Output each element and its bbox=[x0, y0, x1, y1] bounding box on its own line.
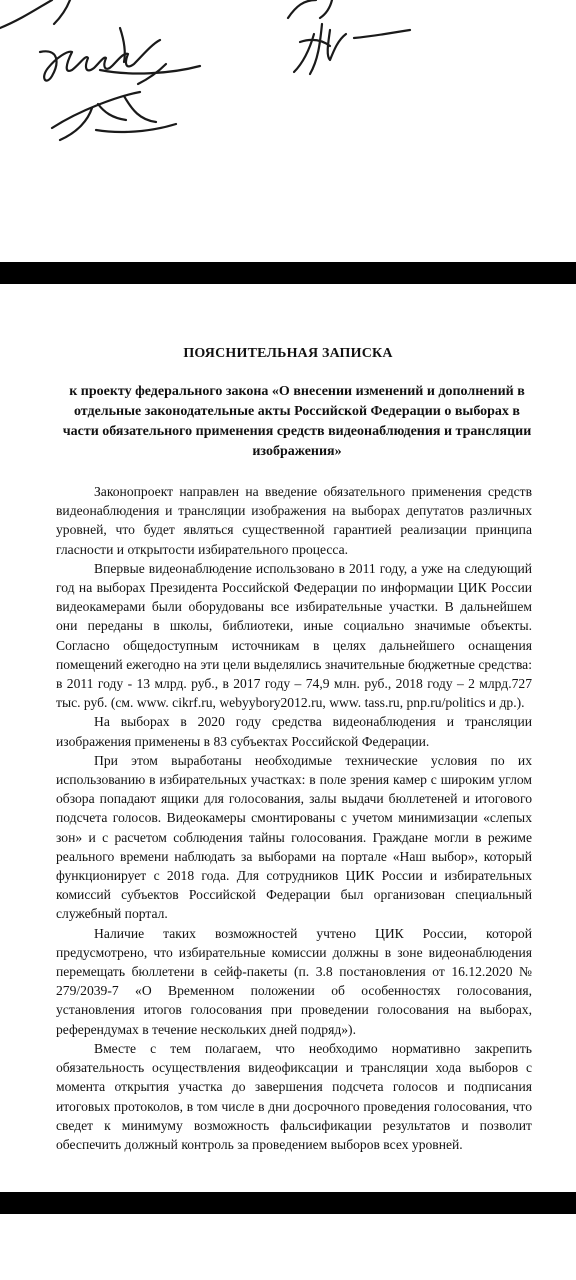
signature-stroke bbox=[0, 0, 52, 28]
black-bar-bottom bbox=[0, 1192, 576, 1214]
signature-stroke bbox=[320, 0, 332, 18]
paragraph: Законопроект направлен на введение обязательного применения средств видеонаблюдения и трансляции изображения на выборах депутатов различных уровней, что будет являться существенной гарантией реализации принципа гласности и открытости избирательного процесса. bbox=[56, 484, 532, 557]
signature-stroke bbox=[96, 124, 176, 132]
signature-stroke bbox=[52, 92, 140, 128]
signature-stroke bbox=[300, 40, 330, 46]
signature-stroke bbox=[124, 96, 156, 122]
signature-stroke bbox=[100, 66, 200, 73]
black-bar-top bbox=[0, 262, 576, 284]
handwritten-signatures bbox=[0, 0, 576, 262]
document-subtitle: к проекту федерального закона «О внесении изменений и дополнений в отдельные законодательные акты Российской Федерации о выборах в части обязательного применения средств видеонаблюдения и трансляции изображения» bbox=[62, 384, 532, 459]
signatures-area bbox=[0, 0, 576, 262]
paragraph: Вместе с тем полагаем, что необходимо нормативно закрепить обязательность осуществления видеофиксации и трансляции хода выборов с момента открытия участка до завершения подсчета голосов и подписания итоговых протоколов, в том числе в дни досрочного проведения голосования, что сведет к минимуму возможность фальсификации результатов и позволит обеспечить должный контроль за проведением выборов всех уровней. bbox=[56, 1040, 532, 1152]
document-title: ПОЯСНИТЕЛЬНАЯ ЗАПИСКА bbox=[183, 346, 393, 361]
paragraph: На выборах в 2020 году средства видеонаблюдения и трансляции изображения применены в 83 субъектах Российской Федерации. bbox=[56, 714, 532, 749]
paragraph: Впервые видеонаблюдение использовано в 2011 году, а уже на следующий год на выборах Президента Российской Федерации по информации ЦИК России видеокамерами были оборудованы все избирательные участки. В дальнейшем они переданы в школы, библиотеки, иные социально значимые объекты. Согласно общедоступным источникам в целях дальнейшего оснащения помещений ежегодно на эти цели выделялись значительные бюджетные средства: в 2011 году - 13 млрд. руб., в 2017 году – 74,9 млн. руб., 2018 году – 2 млрд.727 тыс. руб. (см. www. cikrf.ru, webyybory2012.ru, www. tass.ru, pnp.ru/politics и др.). bbox=[56, 560, 532, 711]
document-page bbox=[0, 284, 576, 1192]
signature-stroke bbox=[310, 24, 322, 74]
signature-stroke bbox=[60, 108, 92, 140]
signature-stroke bbox=[288, 0, 316, 18]
paragraph: При этом выработаны необходимые технические условия по их использованию в избирательных участках: в поле зрения камер с широким углом обзора попадают ящики для голосования, залы выдачи бюллетеней и итогового подсчета голосов. Видеокамеры смонтированы с учетом минимизации «слепых зон» и с расчетом соблюдения тайны голосования. Граждане могли в режиме реального времени наблюдать за выборами на портале «Наш выбор», который функционирует с 2018 года. Для сотрудников ЦИК России и избирательных комиссий субъектов Российской Федерации был организован специальный служебный портал. bbox=[56, 752, 532, 922]
paragraph: Наличие таких возможностей учтено ЦИК России, которой предусмотрено, что избирательные комиссии должны в зоне видеонаблюдения перемещать бюллетени в сейф-пакеты (п. 3.8 постановления от 16.12.2020 № 279/2039-7 «О Временном положении об особенностях голосования, установления итогов голосования при проведении голосования на выборах, референдумах в течение нескольких дней подряд»). bbox=[56, 925, 532, 1037]
signature-stroke bbox=[354, 30, 410, 38]
signature-stroke bbox=[54, 0, 70, 24]
document-body bbox=[56, 482, 532, 1154]
signature-stroke bbox=[98, 104, 126, 120]
